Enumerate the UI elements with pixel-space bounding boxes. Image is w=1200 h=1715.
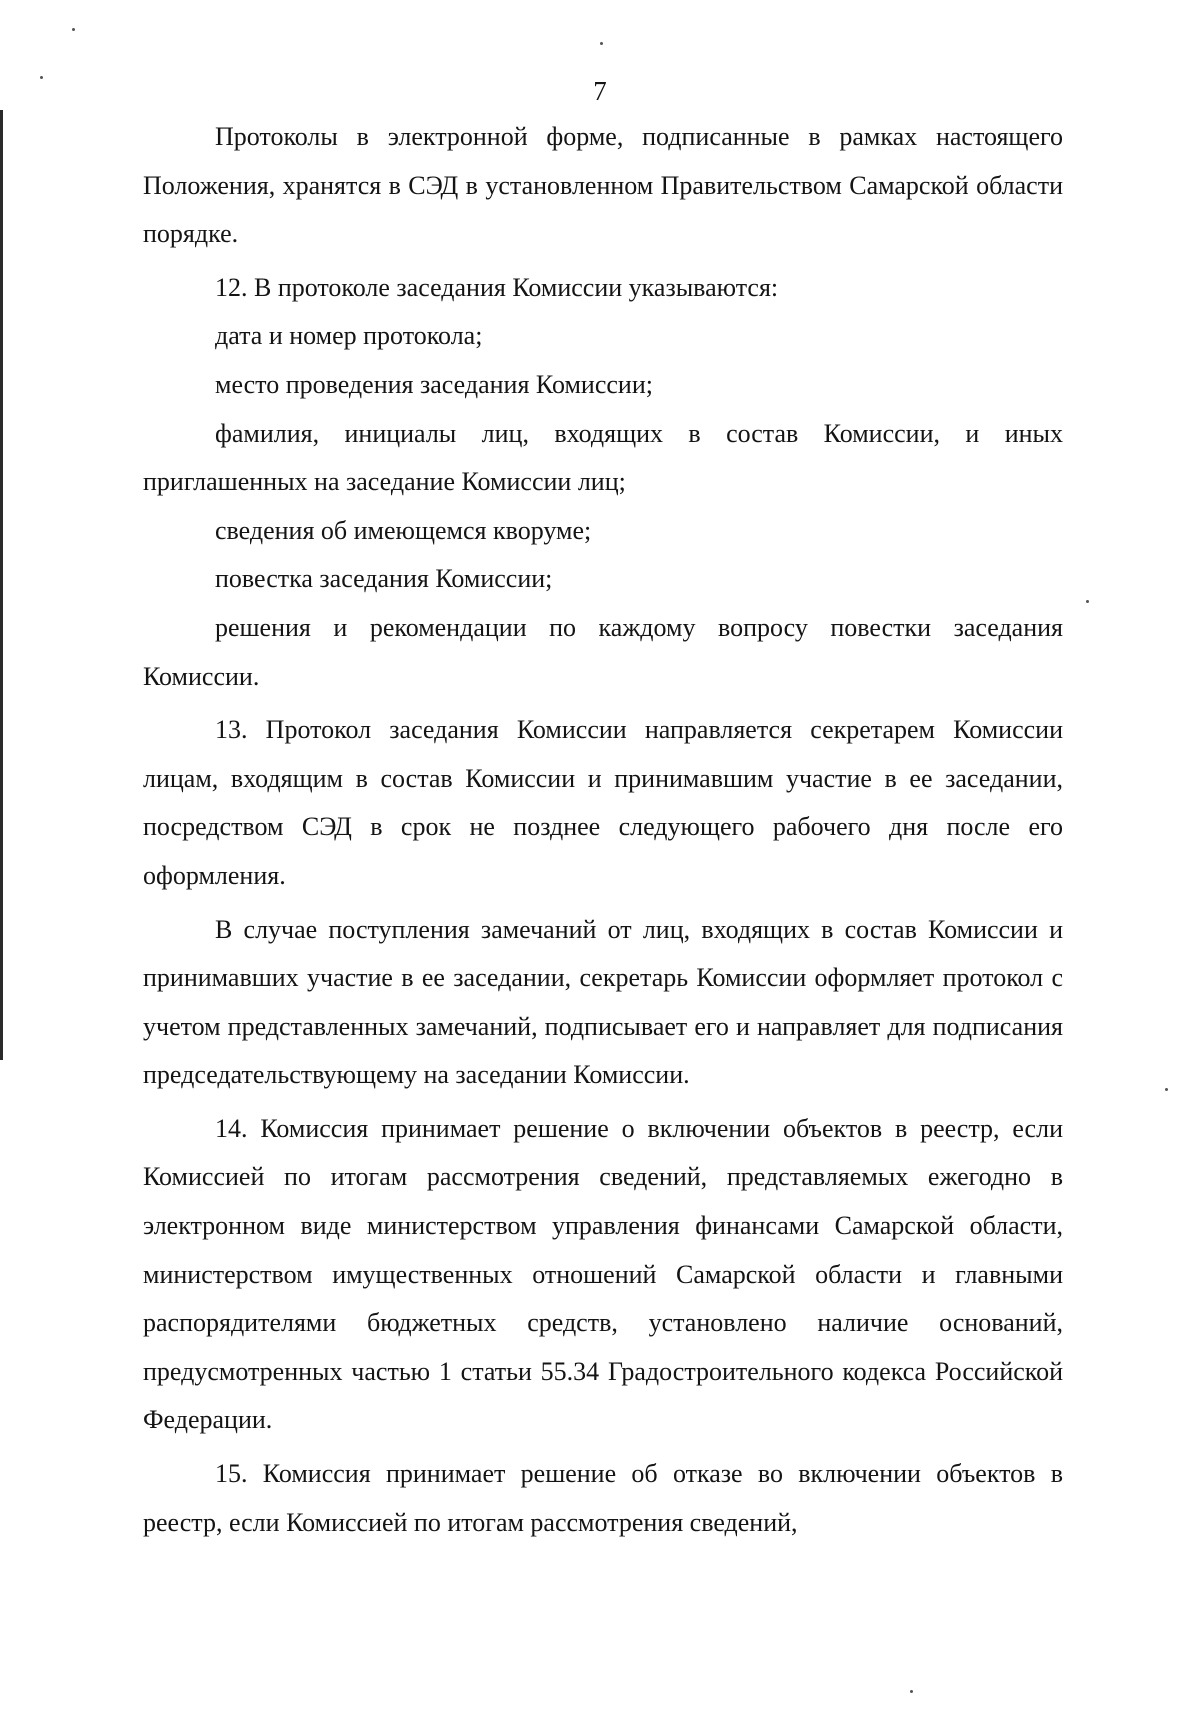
page-number: 7 [593, 76, 607, 106]
list-item: решения и рекомендации по каждому вопросу повестки заседания Комиссии. [143, 612, 1063, 691]
list-item: дата и номер протокола; [215, 321, 483, 351]
paragraph: 15. Комиссия принимает решение об отказе во включении объектов в реестр, если Комиссией по итогам рассмотрения сведений, [143, 1459, 1063, 1537]
paragraph: Протоколы в электронной форме, подписанные в рамках настоящего Положения, хранятся в СЭД в установленном Правительством Самарской области порядке. [143, 122, 1063, 249]
list-item: фамилия, инициалы лиц, входящих в состав Комиссии, и иных приглашенных на заседание Комиссии лиц; [143, 418, 1063, 497]
scan-speck [1086, 600, 1089, 603]
list-item: повестка заседания Комиссии; [215, 564, 553, 594]
scan-speck [72, 28, 75, 31]
paragraph: В случае поступления замечаний от лиц, входящих в состав Комиссии и принимавших участие в ее заседании, секретарь Комиссии оформляет протокол с учетом представленных замечаний, подписывает его и направляет для подписания председательствующему на заседании Комиссии. [143, 914, 1063, 1090]
list-item: место проведения заседания Комиссии; [215, 369, 653, 399]
scan-speck [1165, 1088, 1168, 1091]
paragraph: 14. Комиссия принимает решение о включении объектов в реестр, если Комиссией по итогам рассмотрения сведений, представляемых ежегодно в электронном виде министерством управления финансами Самарской области, министерством имущественных отношений Самарской области и главными распорядителями бюджетных средств, установлено наличие оснований, предусмотренных частью 1 статьи 55.34 Градостроительного кодекса Российской Федерации. [143, 1113, 1063, 1435]
scan-speck [600, 42, 603, 45]
list-item: сведения об имеющемся кворуме; [215, 515, 592, 545]
paragraph: 12. В протоколе заседания Комиссии указываются: [215, 272, 779, 302]
scan-speck [910, 1690, 913, 1693]
document-body [143, 113, 1063, 1547]
scan-border-line [0, 110, 3, 1060]
paragraph: 13. Протокол заседания Комиссии направляется секретарем Комиссии лицам, входящим в состав Комиссии и принимавшим участие в ее заседании, посредством СЭД в срок не позднее следующего рабочего дня после его оформления. [143, 715, 1063, 890]
